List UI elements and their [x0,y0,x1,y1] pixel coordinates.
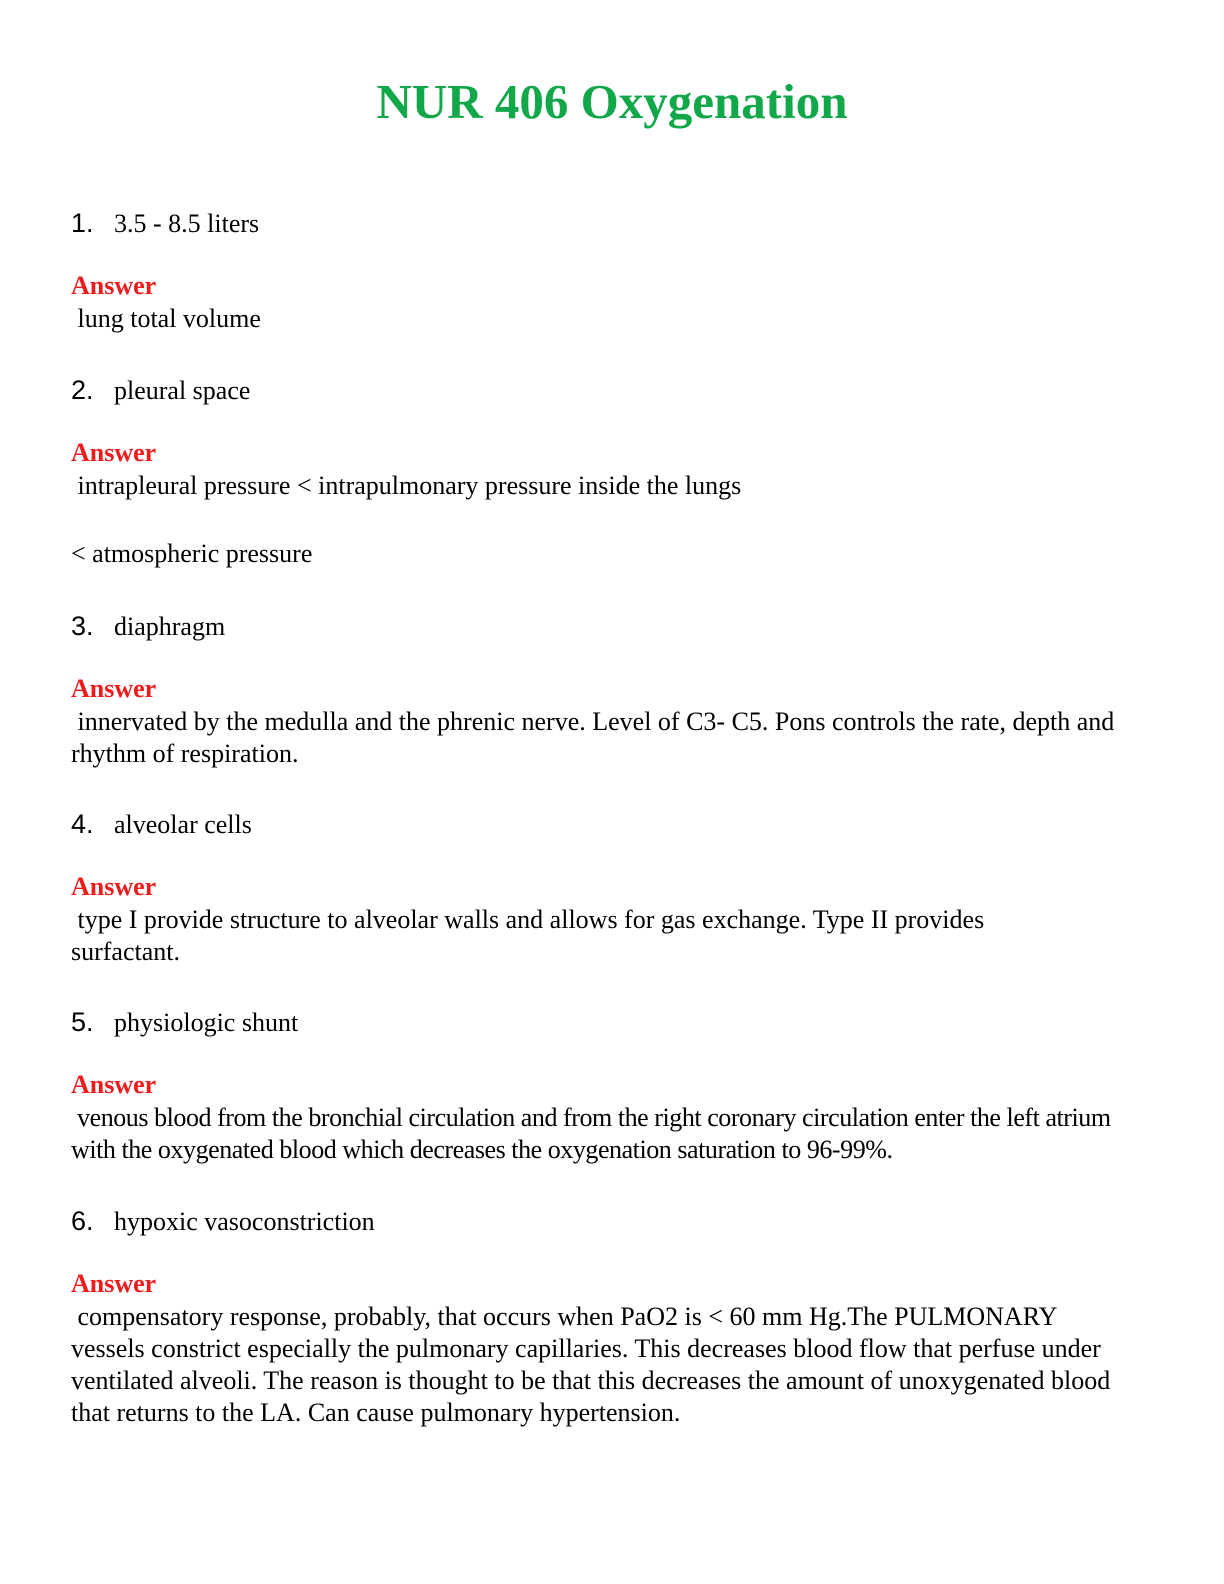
question-text: diaphragm [114,612,226,641]
question-5 [71,1006,298,1039]
question-text: physiologic shunt [114,1008,299,1037]
answer-label: Answer [71,872,157,901]
question-3 [71,610,225,643]
question-number: 2. [71,375,94,405]
question-number: 6. [71,1206,94,1236]
answer-label: Answer [71,674,157,703]
answer-label: Answer [71,438,157,467]
answer-1: lung total volume [71,304,261,333]
question-number: 3. [71,611,94,641]
question-number: 5. [71,1007,94,1037]
question-6 [71,1205,375,1238]
answer-label: Answer [71,271,157,300]
answer-label: Answer [71,1070,157,1099]
answer-2: intrapleural pressure < intrapulmonary pressure inside the lungs [71,471,742,500]
question-text: alveolar cells [114,810,252,839]
answer-3: innervated by the medulla and the phrenic nerve. Level of C3- C5. Pons controls the rate, depth and rhythm of respiration. [71,707,1121,768]
answer-5: venous blood from the bronchial circulation and from the right coronary circulation enter the left atrium with the oxygenated blood which decreases the oxygenation saturation to 96-99%. [71,1103,1117,1164]
question-number: 4. [71,809,94,839]
page-title: NUR 406 Oxygenation [376,74,848,129]
answer-2-continued: < atmospheric pressure [71,539,313,568]
question-4 [71,808,252,841]
question-text: pleural space [114,376,251,405]
question-text: hypoxic vasoconstriction [114,1207,375,1236]
question-2 [71,374,250,407]
answer-4: type I provide structure to alveolar walls and allows for gas exchange. Type II provides surfactant. [71,905,991,966]
answer-label: Answer [71,1269,157,1298]
question-number: 1. [71,208,94,238]
question-1 [71,207,259,240]
question-text: 3.5 - 8.5 liters [114,209,260,238]
answer-6: compensatory response, probably, that occurs when PaO2 is < 60 mm Hg.The PULMONARY vessels constrict especially the pulmonary capillaries. This decreases blood flow that perfuse under ventilated alveoli. The reason is thought to be that this decreases the amount of unoxygenated blood that returns to the LA. Can cause pulmonary hypertension. [71,1302,1117,1427]
